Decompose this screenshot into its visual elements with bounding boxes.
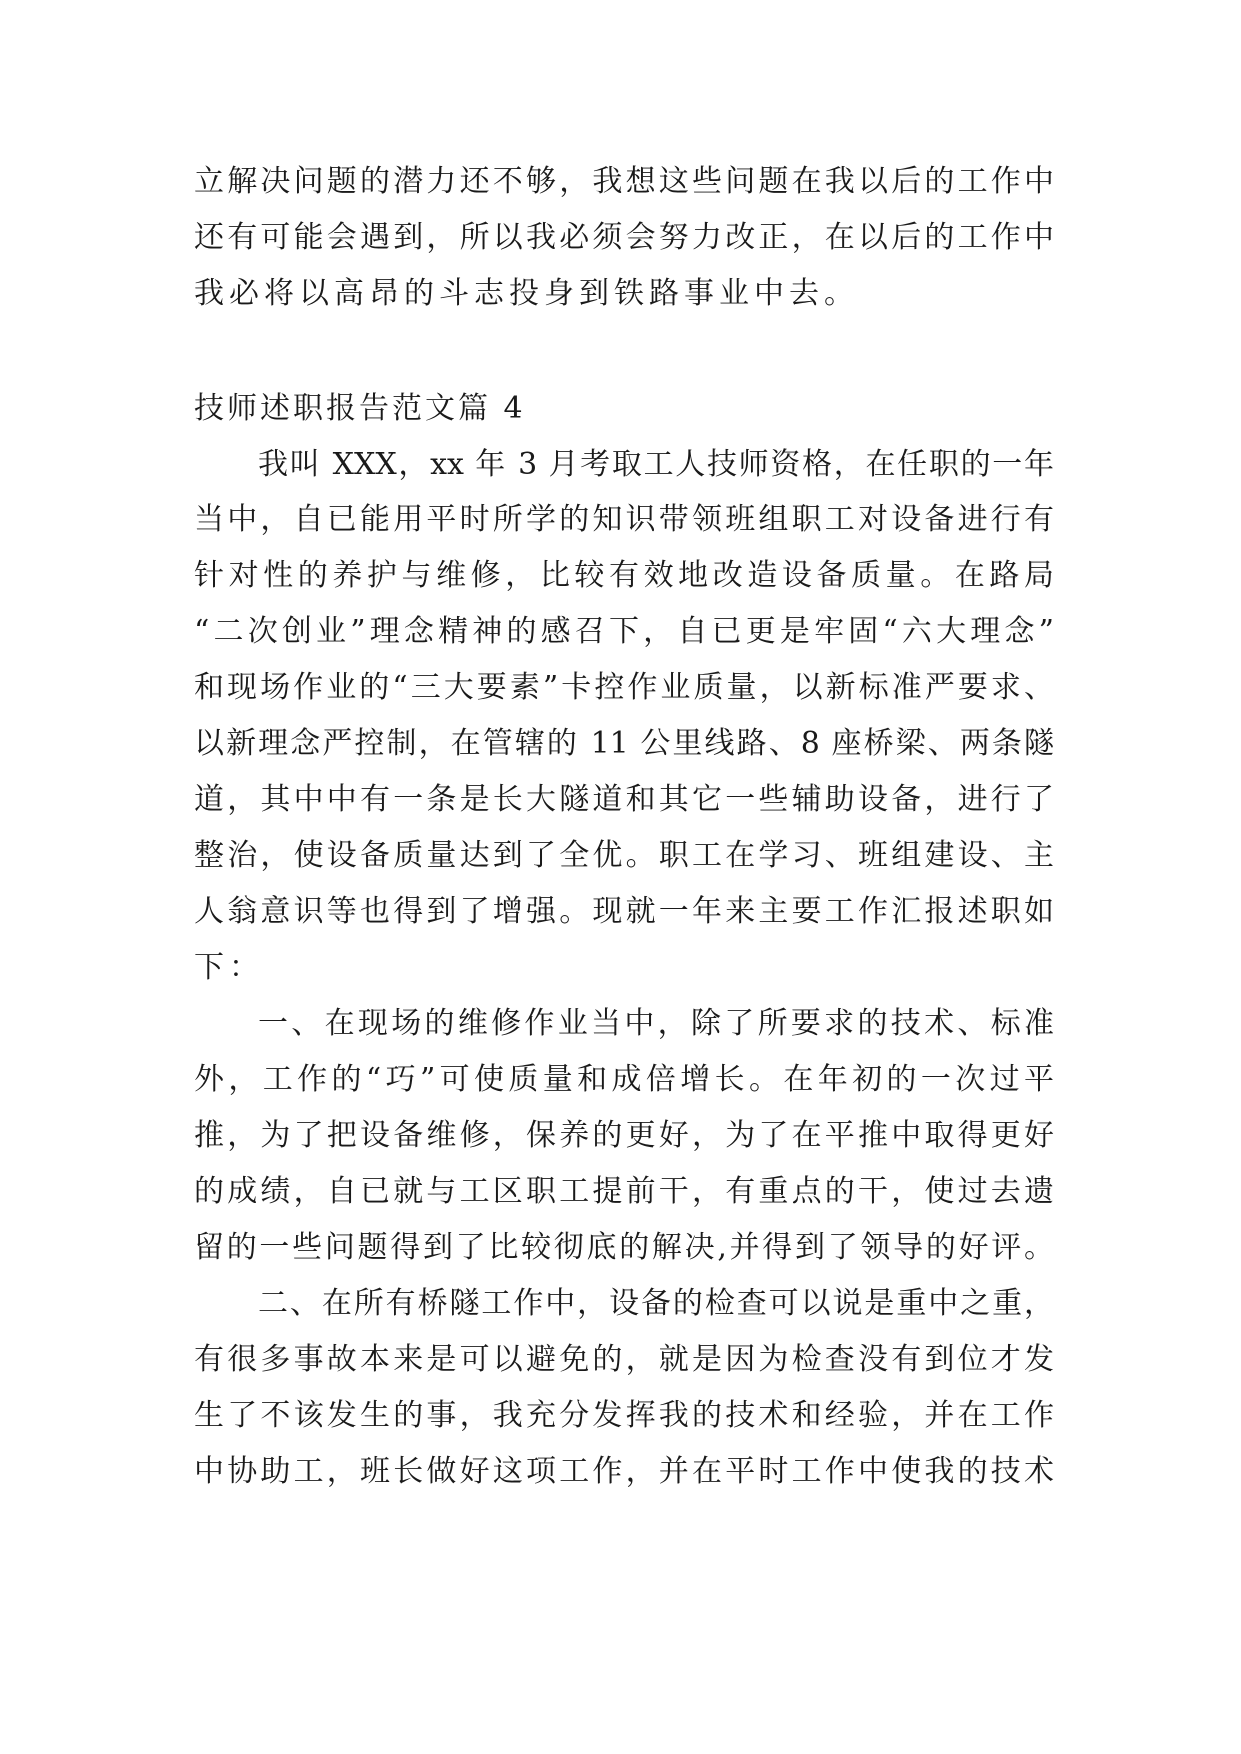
body-text-line: 推，为了把设备维修，保养的更好，为了在平推中取得更好: [194, 1118, 1054, 1153]
body-text-line: 的成绩，自已就与工区职工提前干，有重点的干，使过去遗: [194, 1174, 1054, 1209]
body-text-line: 外，工作的“巧”可使质量和成倍增长。在年初的一次过平: [194, 1062, 1054, 1097]
body-text-line: 以新理念严控制，在管辖的 11 公里线路、8 座桥梁、两条隧: [194, 726, 1054, 761]
section-title: 技师述职报告范文篇 4: [194, 391, 526, 426]
body-text-line: 下：: [194, 950, 264, 985]
body-text-line: 有很多事故本来是可以避免的，就是因为检查没有到位才发: [194, 1342, 1054, 1377]
body-text-line: 立解决问题的潜力还不够，我想这些问题在我以后的工作中: [194, 164, 1054, 199]
body-text-line: 我叫 XXX，xx 年 3 月考取工人技师资格，在任职的一年: [258, 447, 1054, 482]
body-text-line: “二次创业”理念精神的感召下，自已更是牢固“六大理念”: [194, 614, 1054, 649]
body-text-line: 二、在所有桥隧工作中，设备的检查可以说是重中之重，: [258, 1286, 1054, 1321]
body-text-line: 一、在现场的维修作业当中，除了所要求的技术、标准: [258, 1006, 1054, 1041]
body-text-line: 生了不该发生的事，我充分发挥我的技术和经验，并在工作: [194, 1398, 1054, 1433]
body-text-line: 留的一些问题得到了比较彻底的解决,并得到了领导的好评。: [194, 1230, 1054, 1265]
body-text-line: 当中，自已能用平时所学的知识带领班组职工对设备进行有: [194, 502, 1054, 537]
body-text-line: 针对性的养护与维修，比较有效地改造设备质量。在路局: [194, 558, 1054, 593]
body-text-line: 道，其中中有一条是长大隧道和其它一些辅助设备，进行了: [194, 782, 1054, 817]
body-text-line: 我必将以高昂的斗志投身到铁路事业中去。: [194, 276, 859, 311]
body-text-line: 人翁意识等也得到了增强。现就一年来主要工作汇报述职如: [194, 894, 1054, 929]
body-text-line: 和现场作业的“三大要素”卡控作业质量，以新标准严要求、: [194, 670, 1054, 705]
body-text-line: 还有可能会遇到，所以我必须会努力改正，在以后的工作中: [194, 220, 1054, 255]
body-text-line: 整治，使设备质量达到了全优。职工在学习、班组建设、主: [194, 838, 1054, 873]
body-text-line: 中协助工，班长做好这项工作，并在平时工作中使我的技术: [194, 1454, 1054, 1489]
